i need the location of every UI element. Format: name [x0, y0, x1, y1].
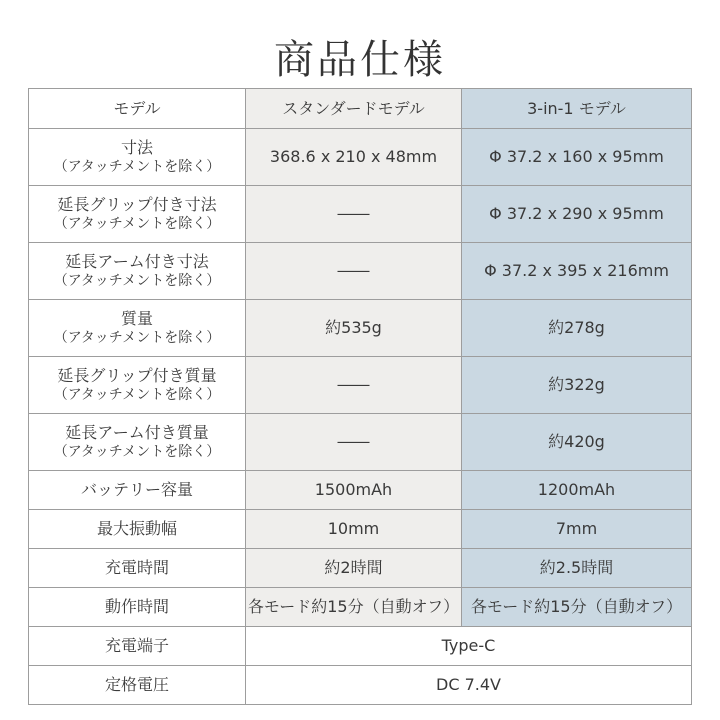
- row-label: [29, 186, 246, 243]
- row-label: [29, 300, 246, 357]
- row-label-text: 延長アーム付き質量: [65, 423, 209, 442]
- row-label: [29, 471, 246, 510]
- row-label-text: 寸法: [120, 138, 153, 157]
- page-title: 商品仕様: [274, 37, 446, 83]
- table-row: [29, 186, 692, 243]
- 3in1-value: 約2.5時間: [462, 549, 692, 588]
- table-row: [29, 471, 692, 510]
- standard-value: ――: [246, 243, 462, 300]
- table-row: [29, 588, 692, 627]
- row-label-text: 延長アーム付き寸法: [65, 252, 209, 271]
- row-label: [29, 129, 246, 186]
- row-label: [29, 588, 246, 627]
- 3in1-value: Φ 37.2 x 395 x 216mm: [462, 243, 692, 300]
- standard-value: ――: [246, 357, 462, 414]
- row-label: [29, 666, 246, 705]
- header-3in1: 3-in-1 モデル: [462, 89, 692, 129]
- row-label: [29, 549, 246, 588]
- standard-value: ――: [246, 186, 462, 243]
- standard-value: 10mm: [246, 510, 462, 549]
- row-label: [29, 243, 246, 300]
- 3in1-value: 7mm: [462, 510, 692, 549]
- standard-value: ――: [246, 414, 462, 471]
- spec-table: [28, 88, 692, 705]
- row-label-text: 充電端子: [104, 636, 169, 655]
- table-row: [29, 357, 692, 414]
- table-row: [29, 549, 692, 588]
- 3in1-value: 1200mAh: [462, 471, 692, 510]
- table-row: [29, 510, 692, 549]
- table-row: [29, 414, 692, 471]
- table-row: [29, 129, 692, 186]
- standard-value: 各モード約15分（自動オフ）: [246, 588, 462, 627]
- row-label-note: （アタッチメントを除く）: [53, 387, 221, 403]
- 3in1-value: 約420g: [462, 414, 692, 471]
- shared-value: DC 7.4V: [246, 666, 692, 705]
- 3in1-value: 約278g: [462, 300, 692, 357]
- header-model: モデル: [29, 89, 246, 129]
- table-row: [29, 627, 692, 666]
- standard-value: 368.6 x 210 x 48mm: [246, 129, 462, 186]
- table-row: [29, 300, 692, 357]
- row-label-text: 定格電圧: [104, 675, 169, 694]
- 3in1-value: 各モード約15分（自動オフ）: [462, 588, 692, 627]
- table-row: [29, 666, 692, 705]
- standard-value: 約2時間: [246, 549, 462, 588]
- 3in1-value: Φ 37.2 x 160 x 95mm: [462, 129, 692, 186]
- row-label-note: （アタッチメントを除く）: [53, 216, 221, 232]
- row-label-text: 最大振動幅: [96, 519, 177, 538]
- row-label-text: 質量: [120, 309, 153, 328]
- row-label-text: 延長グリップ付き質量: [57, 366, 217, 385]
- row-label: [29, 414, 246, 471]
- table-header-row: [29, 89, 692, 129]
- standard-value: 1500mAh: [246, 471, 462, 510]
- row-label: [29, 627, 246, 666]
- header-standard: スタンダードモデル: [246, 89, 462, 129]
- row-label-text: 延長グリップ付き寸法: [57, 195, 217, 214]
- row-label: [29, 510, 246, 549]
- table-row: [29, 243, 692, 300]
- row-label-note: （アタッチメントを除く）: [53, 273, 221, 289]
- row-label-text: 充電時間: [104, 558, 169, 577]
- standard-value: 約535g: [246, 300, 462, 357]
- row-label-note: （アタッチメントを除く）: [53, 330, 221, 346]
- shared-value: Type-C: [246, 627, 692, 666]
- row-label: [29, 357, 246, 414]
- 3in1-value: 約322g: [462, 357, 692, 414]
- row-label-text: バッテリー容量: [80, 480, 193, 499]
- row-label-note: （アタッチメントを除く）: [53, 444, 221, 460]
- 3in1-value: Φ 37.2 x 290 x 95mm: [462, 186, 692, 243]
- row-label-note: （アタッチメントを除く）: [53, 159, 221, 175]
- row-label-text: 動作時間: [104, 597, 169, 616]
